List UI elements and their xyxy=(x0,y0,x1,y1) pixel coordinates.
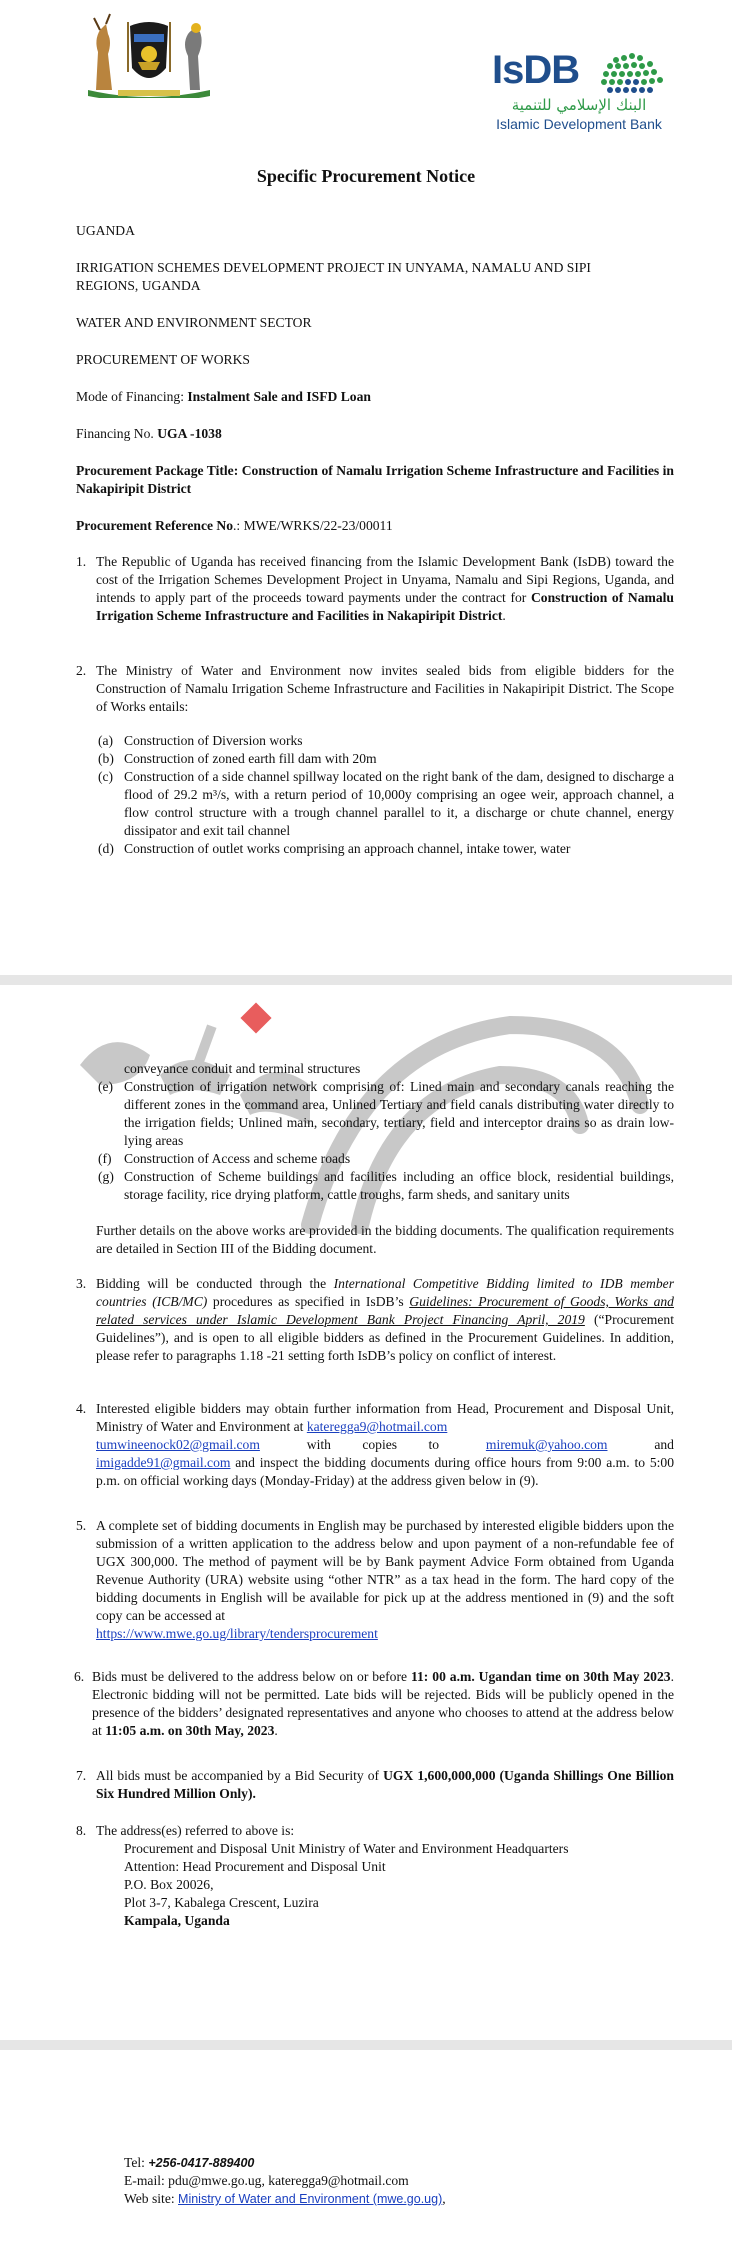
item-4-a: Interested eligible bidders may obtain further information from Head, Procurement and Disposal Unit, Ministry of Water and Environment at xyxy=(96,1401,674,1434)
scope-text: Construction of irrigation network comprising of: Lined main and secondary canals reaching the different zones in the command area, Unlined Tertiary and field canals distributing water directly to the irrigation fields; Unlined main, secondary, tertiary, field and interceptor drains so as drain low-lying areas xyxy=(124,1079,674,1148)
item-6-deadline: 11: 00 a.m. Ugandan time on 30th May 2023 xyxy=(410,1669,671,1684)
address-city: Kampala, Uganda xyxy=(124,1913,230,1928)
financing-no xyxy=(76,425,222,443)
mode-label: Mode of Financing: xyxy=(76,389,188,404)
item-6-e: . xyxy=(274,1723,278,1738)
footer-web xyxy=(124,2190,446,2208)
ref-value: .: MWE/WRKS/22-23/00011 xyxy=(233,518,393,533)
item-1-body: The Republic of Uganda has received financing from the Islamic Development Bank (IsDB) toward the cost of the Irrigation Schemes Development Project in Unyama, Namalu and Sipi Regions, Uganda, and intends to apply part of the proceeds toward payments under the contract for xyxy=(96,554,674,605)
item-1-bold: Construction of Namalu Irrigation Scheme Infrastructure and Facilities in Nakapiripit District xyxy=(96,590,674,623)
financing-value: UGA -1038 xyxy=(157,426,222,441)
page-title: Specific Procurement Notice xyxy=(256,166,476,186)
address-line: Plot 3-7, Kabalega Crescent, Luzira xyxy=(124,1895,319,1910)
project-line-2: REGIONS, UGANDA xyxy=(76,278,201,293)
sector: WATER AND ENVIRONMENT SECTOR xyxy=(76,315,312,330)
scope-text: Construction of Access and scheme roads xyxy=(124,1151,351,1166)
scope-text: Construction of Diversion works xyxy=(124,733,303,748)
item-4-number: 4. xyxy=(76,1401,87,1416)
item-1-number: 1. xyxy=(76,554,87,569)
scope-text: Construction of zoned earth fill dam with 20m xyxy=(124,751,377,766)
email-link[interactable]: miremuk@yahoo.com xyxy=(485,1437,608,1452)
address-line: P.O. Box 20026, xyxy=(124,1877,214,1892)
tenders-link[interactable]: https://www.mwe.go.ug/library/tendersprocurement xyxy=(96,1626,378,1641)
scope-key: (f) xyxy=(98,1151,112,1166)
item-1-end: . xyxy=(502,608,506,623)
mode-of-financing xyxy=(76,388,371,406)
item-7-text xyxy=(96,1767,674,1803)
item-4-b: and inspect the bidding documents during office hours from 9:00 a.m. to 5:00 p.m. on official working days (Monday-Friday) at the address given below in (9). xyxy=(96,1455,674,1488)
item-4-with: with copies to xyxy=(306,1437,440,1452)
page-1 xyxy=(0,0,732,975)
ref-label: Procurement Reference No xyxy=(76,518,234,533)
item-6-a: Bids must be delivered to the address below on or before xyxy=(92,1669,411,1684)
scope-key: (c) xyxy=(98,769,114,784)
uganda-coat-of-arms-icon xyxy=(78,12,220,98)
item-3-e: (“Procurement Guidelines”), and is open to all eligible bidders as defined in the Procurement Guidelines. In addition, please refer to paragraphs 1.18 -21 setting forth IsDB’s policy on conflict of interest. xyxy=(96,1312,674,1363)
page-3 xyxy=(0,2050,732,2253)
scope-key: (b) xyxy=(98,751,114,766)
item-3-guidelines: Guidelines: Procurement of Goods, Works and related services under Islamic Development Bank Project Financing April, 2019 xyxy=(96,1294,674,1327)
scope-d-continued: conveyance conduit and terminal structures xyxy=(124,1061,361,1076)
web-label: Web site: xyxy=(124,2191,179,2206)
item-7-security: UGX 1,600,000,000 (Uganda Shillings One Billion Six Hundred Million Only). xyxy=(96,1768,674,1801)
procurement-reference xyxy=(76,517,393,535)
further-details: Further details on the above works are provided in the bidding documents. The qualification requirements are detailed in Section III of the Bidding document. xyxy=(96,1223,674,1256)
isdb-logo-text: IsDB xyxy=(492,48,580,92)
email-link[interactable]: imigadde91@gmail.com xyxy=(96,1455,231,1470)
package-title: Procurement Package Title: Construction of Namalu Irrigation Scheme Infrastructure and Facilities in Nakapiripit District xyxy=(76,463,674,496)
procurement-of: PROCUREMENT OF WORKS xyxy=(76,352,250,367)
scope-key: (a) xyxy=(98,733,114,748)
scope-text: Construction of a side channel spillway located on the right bank of the dam, designed to discharge a flood of 29.2 m³/s, with a return period of 10,000y comprising an ogee weir, approach channel, a flow control structure with a trough channel parallel to it, a discharge or chute channel, energy dissipator and exit tail channel xyxy=(124,769,674,838)
website-link[interactable]: Ministry of Water and Environment (mwe.go.ug) xyxy=(178,2192,443,2206)
address-line: Attention: Head Procurement and Disposal Unit xyxy=(124,1859,386,1874)
footer-tel xyxy=(124,2154,254,2172)
scope-text: Construction of outlet works comprising an approach channel, intake tower, water xyxy=(124,841,571,856)
email-link[interactable]: tumwineenock02@gmail.com xyxy=(96,1437,260,1452)
scope-key: (g) xyxy=(98,1169,114,1184)
item-8-number: 8. xyxy=(76,1823,87,1838)
item-4-text xyxy=(96,1400,674,1490)
page-2 xyxy=(0,985,732,2040)
email-link[interactable]: kateregga9@hotmail.com xyxy=(306,1419,448,1434)
item-6-c: . Electronic bidding will not be permitted. Late bids will be rejected. Bids will be publicly opened in the presence of the bidders’ designated representatives and anyone who chooses to attend at the address below at xyxy=(92,1669,674,1738)
item-1-text xyxy=(96,553,674,625)
item-6-text xyxy=(92,1668,674,1740)
item-8-text: The address(es) referred to above is: xyxy=(96,1823,295,1838)
web-end: , xyxy=(442,2191,446,2206)
item-2-number: 2. xyxy=(76,663,87,678)
item-6-number: 6. xyxy=(74,1669,85,1684)
scope-key: (e) xyxy=(98,1079,114,1094)
item-7-number: 7. xyxy=(76,1768,87,1783)
project-line-1: IRRIGATION SCHEMES DEVELOPMENT PROJECT IN UNYAMA, NAMALU AND SIPI xyxy=(76,260,591,275)
item-4-and: and xyxy=(654,1437,674,1452)
isdb-english-name: Islamic Development Bank xyxy=(496,116,662,132)
page-separator xyxy=(0,975,732,985)
item-3-text xyxy=(96,1275,674,1365)
page-separator xyxy=(0,2040,732,2050)
item-3-a: Bidding will be conducted through the xyxy=(96,1276,334,1291)
tel-label: Tel: xyxy=(124,2155,149,2170)
isdb-arabic-name: البنك الإسلامي للتنمية xyxy=(511,96,647,114)
country: UGANDA xyxy=(76,223,135,238)
tel-value: +256-0417-889400 xyxy=(148,2156,255,2170)
item-5-number: 5. xyxy=(76,1518,87,1533)
item-4-emails-row xyxy=(96,1436,674,1454)
item-6-opening: 11:05 a.m. on 30th May, 2023 xyxy=(105,1723,275,1738)
item-2-text: The Ministry of Water and Environment now invites sealed bids from eligible bidders for the Construction of Namalu Irrigation Scheme Infrastructure and Facilities in Nakapiripit District. The Scope of Works entails: xyxy=(96,663,674,714)
financing-label: Financing No. xyxy=(76,426,158,441)
footer-email: E-mail: pdu@mwe.go.ug, kateregga9@hotmail.com xyxy=(124,2173,409,2188)
item-3-c: procedures as specified in IsDB’s xyxy=(207,1294,410,1309)
item-5-body: A complete set of bidding documents in English may be purchased by interested eligible bidders upon the submission of a written application to the address below and upon payment of a non-refundable fee of UGX 300,000. The method of payment will be by Bank payment Advice Form obtained from Uganda Revenue Authority (URA) website using “other NTR” as a tax head in the form. The hard copy of the bidding documents in English will be available for pick up at the address mentioned in (9) and the soft copy can be accessed at xyxy=(96,1518,674,1623)
item-7-a: All bids must be accompanied by a Bid Security of xyxy=(96,1768,384,1783)
scope-text: Construction of Scheme buildings and facilities including an office block, residential buildings, storage facility, rice drying platform, cattle troughs, farm sheds, and sanitary units xyxy=(124,1169,674,1202)
isdb-globe-icon xyxy=(584,50,666,96)
item-3-method: International Competitive Bidding limited to IDB member countries (ICB/MC) xyxy=(96,1276,674,1309)
item-3-number: 3. xyxy=(76,1276,87,1291)
item-5-text xyxy=(96,1517,674,1643)
address-line: Procurement and Disposal Unit Ministry of Water and Environment Headquarters xyxy=(124,1841,569,1856)
mode-value: Instalment Sale and ISFD Loan xyxy=(187,389,371,404)
scope-key: (d) xyxy=(98,841,114,856)
